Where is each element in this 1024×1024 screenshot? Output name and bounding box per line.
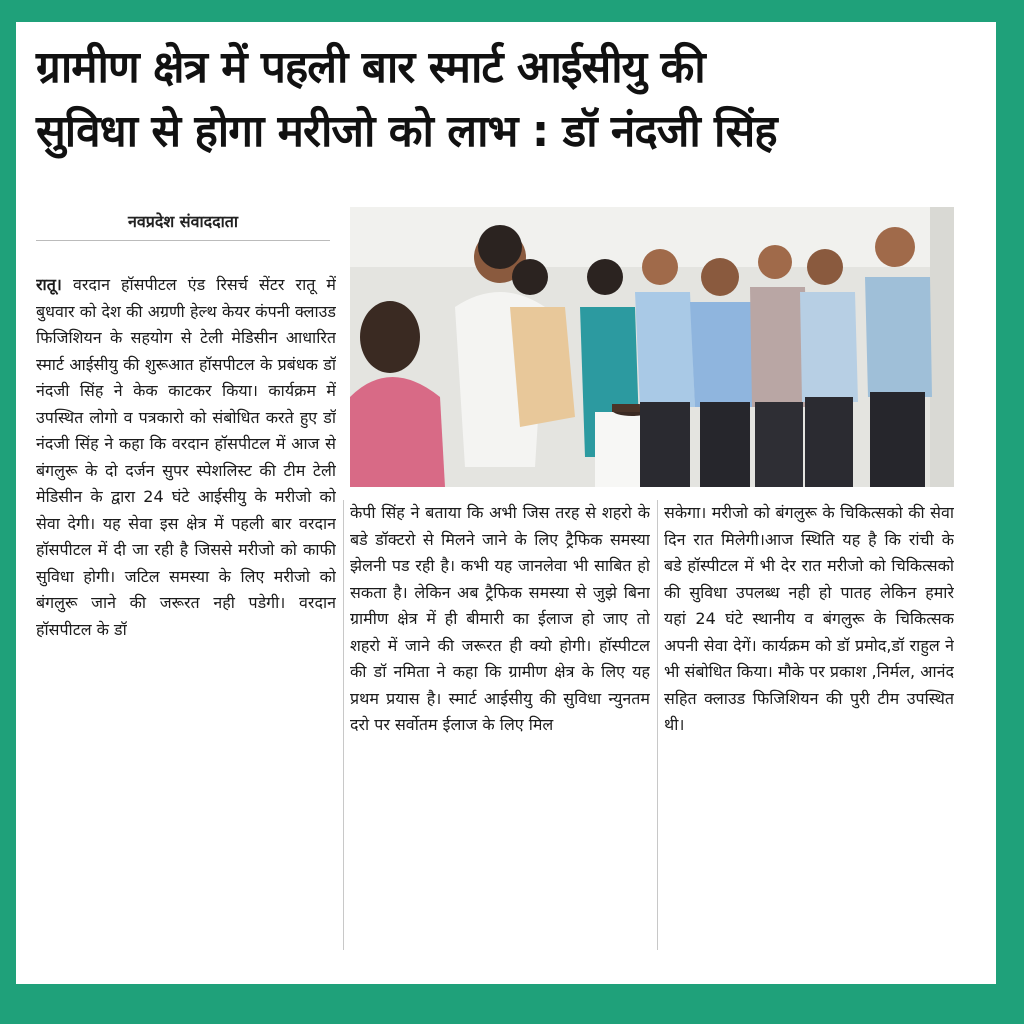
column-divider bbox=[657, 500, 658, 950]
event-photo bbox=[350, 207, 954, 487]
column-2-text: केपी सिंह ने बताया कि अभी जिस तरह से शहरो के बडे डॉक्टरो से मिलने जाने के लिए ट्रैफिक समस्या झेलनी पड रही है। कभी यह जानलेवा भी साबित हो सकता है। लेकिन अब ट्रैफिक समस्या से जुझे बिना ग्रामीण क्षेत्र में ही बीमारी का ईलाज हो जाए तो शहरो में जाने की जरूरत ही क्यो होगी। हॉस्पीटल की डॉ नमिता ने कहा कि ग्रामीण क्षेत्र के लिए यह प्रथम प्रयास है। स्मार्ट आईसीयु की सुविधा न्युनतम दरो पर सर्वोतम ईलाज के लिए मिल bbox=[350, 503, 650, 734]
headline-line-1: ग्रामीण क्षेत्र में पहली बार स्मार्ट आईसीयु की bbox=[36, 42, 705, 93]
headline bbox=[36, 36, 956, 164]
byline: नवप्रदेश संवाददाता bbox=[36, 210, 330, 241]
column-3-text: सकेगा। मरीजो को बंगलुरू के चिकित्सको की सेवा दिन रात मिलेगी।आज स्थिति यह है कि रांची के बडे हॉस्पीटल में भी देर रात मरीजो को चिकित्सको की सुविधा उपलब्ध नही हो पातह लेकिन हमारे यहां 24 घंटे स्थानीय व बंगलुरू के चिकित्सक अपनी सेवा देगें। कार्यक्रम को डॉ प्रमोद,डॉ राहुल ने भी संबोधित किया। मौके पर प्रकाश ,निर्मल, आनंद सहित क्लाउड फिजिशियन की पुरी टीम उपस्थित थी। bbox=[664, 503, 954, 734]
article-column-1 bbox=[36, 272, 336, 952]
headline-line-2: सुविधा से होगा मरीजो को लाभ : डॉ नंदजी सिंह bbox=[36, 106, 777, 157]
article-column-2 bbox=[350, 500, 650, 950]
dateline: रातू। bbox=[36, 275, 62, 294]
article-column-3 bbox=[664, 500, 954, 950]
column-1-text: वरदान हॉसपीटल एंड रिसर्च सेंटर रातू में बुधवार को देश की अग्रणी हेल्थ केयर कंपनी क्लाउड फिजिशियन के सहयोग से टेली मेडिसीन आधारित स्मार्ट आईसीयु की शुरूआत हॉसपीटल के प्रबंधक डॉ नंदजी सिंह ने केक काटकर किया। कार्यक्रम में उपस्थित लोगो व पत्रकारो को संबोधित करते हुए डॉ नंदजी सिंह ने कहा कि वरदान हॉसपीटल में आज से बंगलुरू के दो दर्जन सुपर स्पेशलिस्ट की टीम टेली मेडिसीन के द्वारा 24 घंटे आईसीयु के मरीजो को सेवा देगी। यह सेवा इस क्षेत्र में पहली बार वरदान हॉसपीटल में दी जा रही है जिससे मरीजो को काफी सुविधा होगी। जटिल समस्या के लिए मरीजो को बंगलुरू जाने की जरूरत नही पडेगी। वरदान हॉसपीटल के डॉ bbox=[36, 275, 336, 639]
column-divider bbox=[343, 500, 344, 950]
cake-cutting-photo-illustration bbox=[350, 207, 954, 487]
